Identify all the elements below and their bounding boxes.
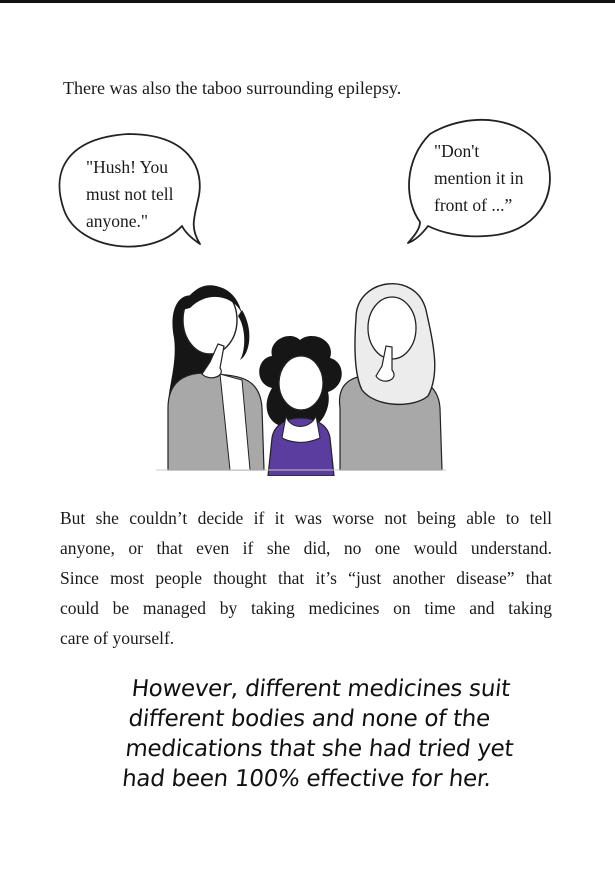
shushing-women-illustration (150, 258, 450, 476)
girl-figure (259, 336, 342, 476)
intro-text: There was also the taboo surrounding epilepsy. (63, 78, 402, 98)
speech-text-right: "Don't mention it in front of ...” (434, 141, 524, 215)
speech-text-left: "Hush! You must not tell anyone." (86, 157, 174, 231)
woman-right-figure (339, 284, 442, 470)
body-paragraph: But she couldn’t decide if it was worse not being able to tell anyone, or that even if she did, no one would understand. Since most people thought that it’s “just another disease” that could be managed by taking medicines on time and taking care of yourself. (60, 508, 552, 648)
handwritten-caption: However, different medicines suit different bodies and none of the medications that she had tried yet had been 100% effective for her. (120, 676, 515, 792)
woman-left-figure (168, 286, 264, 470)
